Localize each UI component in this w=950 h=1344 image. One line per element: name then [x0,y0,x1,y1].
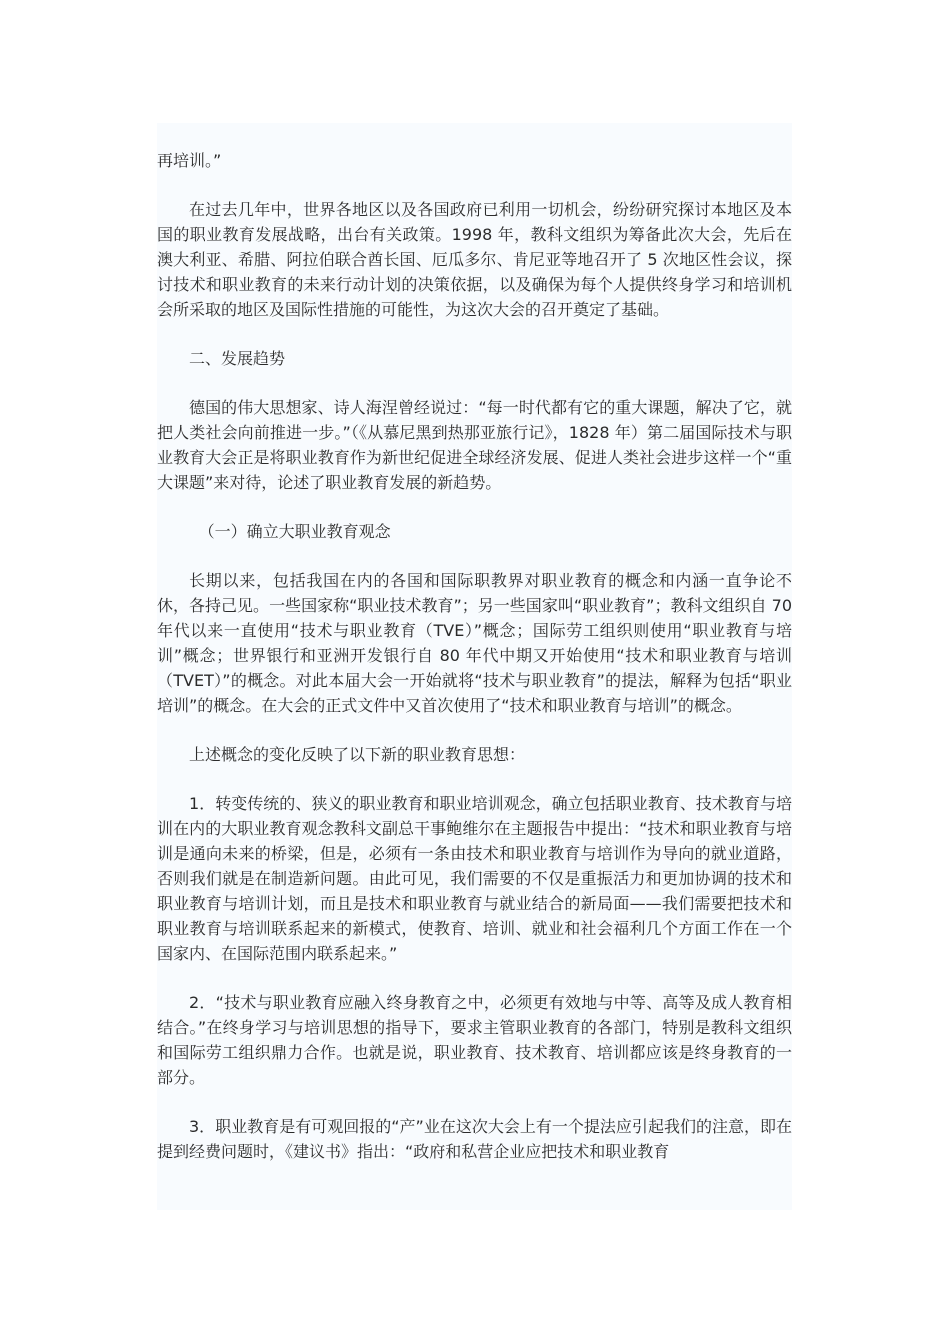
paragraph-regional-meetings: 在过去几年中，世界各地区以及各国政府已利用一切机会，纷纷研究探讨本地区及本国的职业教育发展战略，出台有关政策。1998 年，教科文组织为筹备此次大会，先后在澳大利亚、希腊、阿拉伯联合酋长国、厄瓜多尔、肯尼亚等地召开了 5 次地区性会议，探讨技术和职业教育的未来行动计划的决策依据，以及确保为每个人提供终身学习和培训机会所采取的地区及国际性措施的可能性，为这次大会的召开奠定了基础。 [157,200,792,319]
document-text-block [157,123,792,1210]
paragraph-point-3: 3．职业教育是有可观回报的“产”业在这次大会上有一个提法应引起我们的注意，即在提到经费问题时，《建议书》指出：“政府和私营企业应把技术和职业教育 [157,1117,792,1161]
paragraph-new-ideas-intro: 上述概念的变化反映了以下新的职业教育思想： [189,745,526,764]
paragraph-heine-quote: 德国的伟大思想家、诗人海涅曾经说过：“每一时代都有它的重大课题，解决了它，就把人类社会向前推进一步。”（《从慕尼黑到热那亚旅行记》，1828 年）第二届国际技术与职业教育大会正是将职业教育作为新世纪促进全球经济发展、促进人类社会进步这样一个“重大课题”来对待，论述了职业教育发展的新趋势。 [157,398,792,492]
subsection-heading-vocational-concept: （一）确立大职业教育观念 [198,522,391,541]
paragraph-continuation: 再培训。” [157,151,222,170]
paragraph-point-2: 2．“技术与职业教育应融入终身教育之中，必须更有效地与中等、高等及成人教育相结合。”在终身学习与培训思想的指导下，要求主管职业教育的各部门，特别是教科文组织和国际劳工组织鼎力合作。也就是说，职业教育、技术教育、培训都应该是终身教育的一部分。 [157,993,792,1087]
section-heading-development-trends: 二、发展趋势 [189,349,286,368]
paragraph-point-1: 1．转变传统的、狭义的职业教育和职业培训观念，确立包括职业教育、技术教育与培训在内的大职业教育观念教科文副总干事鲍维尔在主题报告中提出：“技术和职业教育与培训是通向未来的桥梁，但是，必须有一条由技术和职业教育与培训作为导向的就业道路，否则我们就是在制造新问题。由此可见，我们需要的不仅是重振活力和更加协调的技术和职业教育与培训计划，而且是技术和职业教育与就业结合的新局面——我们需要把技术和职业教育与培训联系起来的新模式，使教育、培训、就业和社会福利几个方面工作在一个国家内、在国际范围内联系起来。” [157,794,792,963]
paragraph-concept-debate: 长期以来，包括我国在内的各国和国际职教界对职业教育的概念和内涵一直争论不休，各持己见。一些国家称“职业技术教育”；另一些国家叫“职业教育”；教科文组织自 70 年代以来一直使用“技术与职业教育（TVE）”概念；国际劳工组织则使用“职业教育与培训”概念；世界银行和亚洲开发银行自 80 年代中期又开始使用“技术和职业教育与培训（TVET）”的概念。对此本届大会一开始就将“技术与职业教育”的提法，解释为包括“职业培训”的概念。在大会的正式文件中又首次使用了“技术和职业教育与培训”的概念。 [157,571,792,715]
